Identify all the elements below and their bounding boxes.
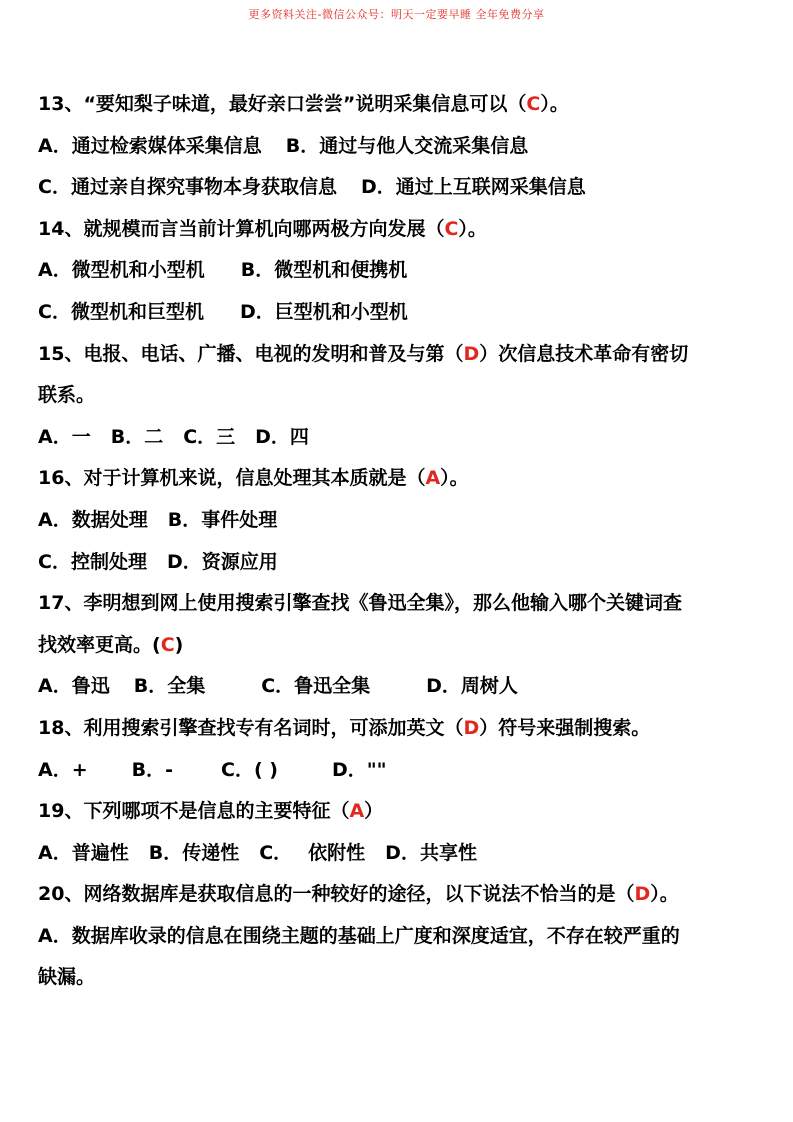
- option-d: D．周树人: [426, 675, 518, 698]
- page-header-banner: 更多资料关注-微信公众号：明天一定要早睡 全年免费分享: [248, 8, 545, 21]
- option-a: A．通过检索媒体采集信息: [38, 134, 262, 157]
- answer-letter: A: [425, 467, 441, 490]
- stem-text: ）。: [440, 467, 469, 490]
- question-13-options-ab: [38, 126, 758, 168]
- question-16-stem: [38, 458, 758, 500]
- question-16-options-ab: [38, 500, 758, 542]
- stem-text: 14、就规模而言当前计算机向哪两极方向发展（: [38, 217, 445, 240]
- stem-text: 找效率更高。(: [38, 633, 161, 656]
- stem-text: ）。: [458, 217, 487, 240]
- question-17-options: [38, 666, 758, 708]
- option-d: D．资源应用: [166, 550, 278, 573]
- answer-letter: D: [463, 716, 480, 739]
- answer-letter: C: [160, 633, 175, 656]
- option-c: C．( ): [221, 758, 278, 781]
- option-b: B．微型机和便携机: [240, 259, 408, 282]
- option-c: C．三: [183, 425, 236, 448]
- answer-letter: C: [526, 93, 541, 115]
- option-d: D．通过上互联网采集信息: [360, 176, 586, 199]
- option-d: D．巨型机和小型机: [239, 300, 408, 323]
- question-19-options: [38, 833, 758, 875]
- stem-text: 19、下列哪项不是信息的主要特征（: [38, 800, 350, 823]
- option-a: A．微型机和小型机: [38, 259, 205, 282]
- option-c: C．: [259, 841, 293, 864]
- question-20-option-a: A．数据库收录的信息在围绕主题的基础上广度和深度适宜，不存在较严重的: [38, 924, 680, 947]
- question-list: [38, 84, 758, 999]
- stem-text: 15、电报、电话、广播、电视的发明和普及与第（: [38, 342, 464, 365]
- option-b: B．-: [131, 758, 173, 781]
- option-a: A．鲁迅: [38, 675, 110, 698]
- option-d: D．四: [255, 425, 309, 448]
- option-d: D．共享性: [385, 841, 477, 864]
- stem-text: 16、对于计算机来说，信息处理其本质就是（: [38, 467, 426, 490]
- stem-text: 13、“要知梨子味道，最好亲口尝尝”说明采集信息可以（: [38, 93, 527, 115]
- question-14-options-ab: [38, 250, 758, 292]
- question-15-options: [38, 417, 758, 459]
- question-17-stem-cont: [38, 625, 758, 667]
- stem-text: ）符号来强制搜索。: [479, 716, 651, 739]
- question-18-options: [38, 750, 758, 792]
- stem-text: 20、网络数据库是获取信息的一种较好的途径，以下说法不恰当的是（: [38, 883, 635, 906]
- option-c: C．通过亲自探究事物本身获取信息: [38, 176, 337, 199]
- option-b: B．通过与他人交流采集信息: [285, 134, 529, 157]
- answer-letter: A: [349, 800, 365, 823]
- option-a: A．数据处理: [38, 508, 148, 531]
- option-a: A．一: [38, 425, 91, 448]
- stem-text: ）: [364, 800, 384, 823]
- question-20-stem: [38, 874, 758, 916]
- question-17-stem: 17、李明想到网上使用搜索引擎查找《鲁迅全集》，那么他输入哪个关键词查: [38, 592, 682, 615]
- option-a: A．普遍性: [38, 841, 129, 864]
- question-19-stem: [38, 791, 758, 833]
- question-18-stem: [38, 708, 758, 750]
- stem-text: 18、利用搜索引擎查找专有名词时，可添加英文（: [38, 716, 464, 739]
- question-13-options-cd: [38, 167, 758, 209]
- stem-text: ): [174, 633, 184, 656]
- question-14-options-cd: [38, 292, 758, 334]
- question-13-stem: [38, 84, 758, 126]
- question-20-option-a-cont: 缺漏。: [38, 966, 96, 989]
- option-b: B．传递性: [148, 841, 240, 864]
- option-b: B．全集: [133, 675, 206, 698]
- option-b: B．事件处理: [167, 508, 278, 531]
- option-c-text: 依附性: [308, 841, 366, 864]
- question-14-stem: [38, 209, 758, 251]
- answer-letter: C: [444, 217, 459, 240]
- option-c: C．微型机和巨型机: [38, 300, 204, 323]
- option-c: C．鲁迅全集: [261, 675, 371, 698]
- question-15-stem: [38, 334, 758, 376]
- stem-text: ）次信息技术革命有密切: [479, 342, 689, 365]
- option-d: D．"": [331, 758, 387, 781]
- option-a: A．+: [38, 758, 88, 781]
- question-16-options-cd: [38, 542, 758, 584]
- option-b: B．二: [110, 425, 164, 448]
- answer-letter: D: [463, 342, 480, 365]
- question-15-stem-cont: 联系。: [38, 384, 96, 407]
- option-c: C．控制处理: [38, 550, 147, 573]
- stem-text: ）。: [540, 93, 569, 115]
- answer-letter: D: [634, 883, 651, 906]
- stem-text: ）。: [650, 883, 679, 906]
